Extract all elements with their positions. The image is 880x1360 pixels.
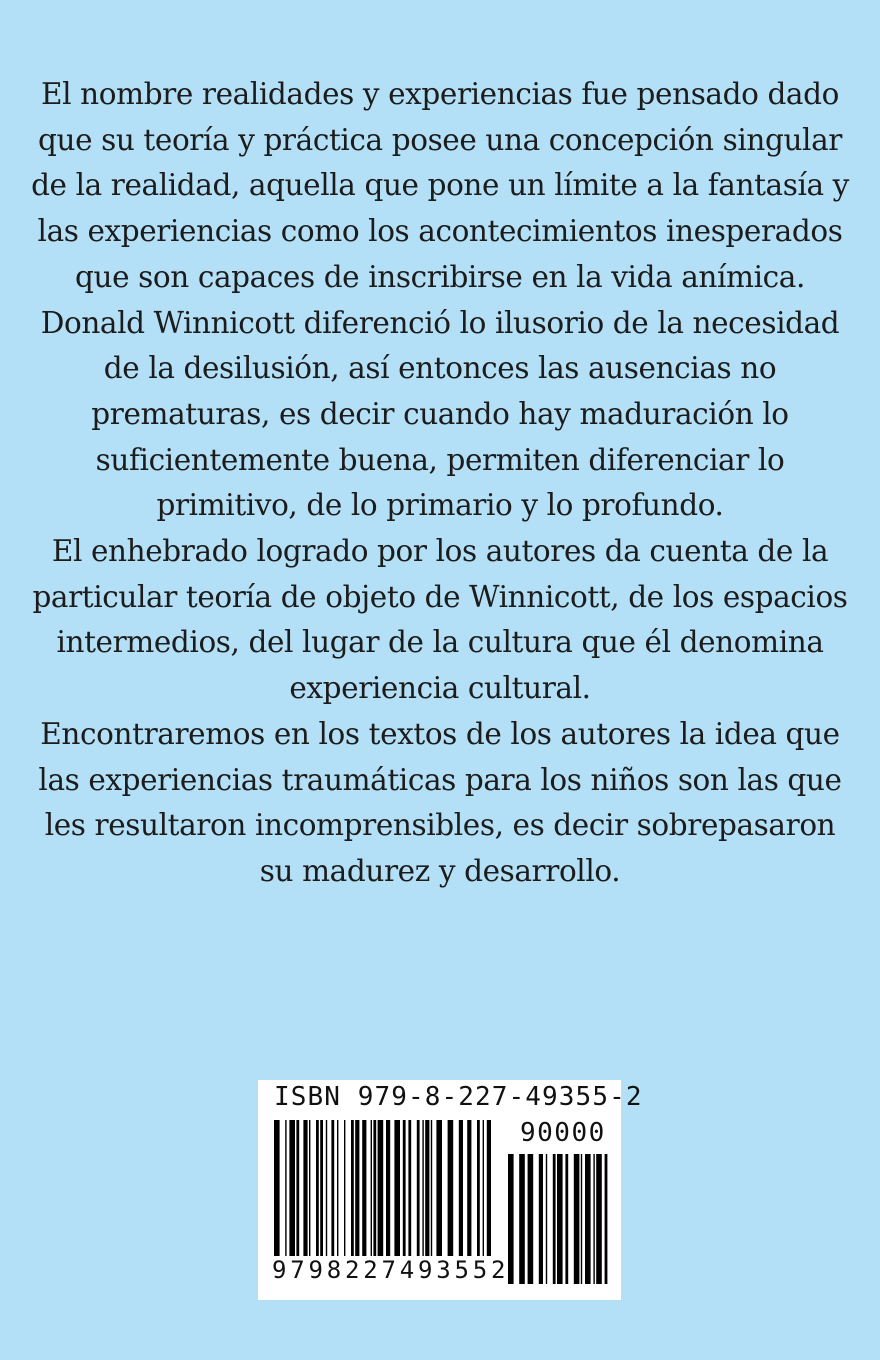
- barcode-bar: [477, 1120, 480, 1256]
- barcode-bar: [574, 1154, 580, 1284]
- barcode-bar: [519, 1154, 525, 1284]
- back-cover-blurb: [30, 72, 850, 895]
- barcode-bar: [373, 1120, 376, 1256]
- barcode-bar: [316, 1120, 319, 1256]
- barcode-bar: [557, 1154, 563, 1284]
- barcode-bar: [448, 1120, 454, 1256]
- barcode-bar: [309, 1120, 310, 1256]
- barcode-bar: [351, 1120, 354, 1256]
- barcode-bar: [362, 1120, 366, 1256]
- barcode-bar: [320, 1120, 323, 1256]
- ean-digits: 9798227493552: [272, 1256, 510, 1284]
- blurb-paragraph-1: El nombre realidades y experiencias fue pensado dado que su teoría y práctica posee una concepción singular de la realidad, aquella que pone un límite a la fantasía y las experiencias como los acontecimientos inesperados que son capaces de inscribirse en la vida anímica.: [31, 77, 849, 294]
- barcode-bar: [528, 1154, 534, 1284]
- barcode-bar: [417, 1120, 420, 1256]
- barcode-bar: [546, 1154, 547, 1284]
- barcode-bar: [285, 1120, 286, 1256]
- barcode-bar: [394, 1120, 400, 1256]
- barcode-bar: [337, 1120, 338, 1256]
- addon-barcode-bars: [508, 1154, 607, 1284]
- blurb-paragraph-3: El enhebrado logrado por los autores da cuenta de la particular teoría de objeto de Winnicott, de los espacios intermedios, del lugar de la cultura que él denomina experiencia cultural.: [32, 534, 848, 706]
- barcode-bar: [355, 1120, 359, 1256]
- isbn-barcode-box: [258, 1080, 643, 1300]
- barcode-bar: [487, 1120, 491, 1256]
- barcode-bar: [303, 1120, 307, 1256]
- barcode-bar: [403, 1120, 406, 1256]
- barcode-bar: [565, 1154, 568, 1284]
- barcode-bar: [593, 1154, 594, 1284]
- barcode-bar: [425, 1120, 429, 1256]
- barcode-bar: [378, 1120, 384, 1256]
- barcode-bar: [459, 1120, 463, 1256]
- barcode-bar: [296, 1120, 299, 1256]
- ean-barcode-bars: [274, 1120, 491, 1256]
- barcode-bar: [483, 1120, 484, 1256]
- barcode-bar: [422, 1120, 423, 1256]
- barcode-bar: [581, 1154, 582, 1284]
- barcode-bar: [436, 1120, 442, 1256]
- barcode-bar: [326, 1120, 327, 1256]
- barcode-bar: [467, 1120, 471, 1256]
- barcode-bar: [289, 1120, 295, 1256]
- barcode-bar: [331, 1120, 334, 1256]
- barcode-bar: [605, 1154, 608, 1284]
- barcode-bar: [596, 1154, 602, 1284]
- barcode-bar: [431, 1120, 432, 1256]
- barcode-bar: [371, 1120, 372, 1256]
- barcode-bar: [539, 1154, 543, 1284]
- barcode-bar: [408, 1120, 411, 1256]
- isbn-label: ISBN 979-8-227-49355-2: [274, 1082, 643, 1112]
- barcode-bar: [344, 1120, 345, 1256]
- barcode-bar: [585, 1154, 591, 1284]
- price-code: 90000: [520, 1118, 606, 1148]
- blurb-paragraph-4: Encontraremos en los textos de los autores la idea que las experiencias traumáticas para los niños son las que les resultaron incomprensibles, es decir sobrepasaron su madurez y desarrollo.: [38, 716, 842, 888]
- barcode-bar: [386, 1120, 390, 1256]
- barcode-bar: [274, 1120, 280, 1256]
- blurb-paragraph-2: Donald Winnicott diferenció lo ilusorio de la necesidad de la desilusión, así entonces las ausencias no prematuras, es decir cuando hay maduración lo suficientemente buena, permiten diferenciar lo primitivo, de lo primario y lo profundo.: [40, 305, 840, 523]
- barcode-bar: [553, 1154, 556, 1284]
